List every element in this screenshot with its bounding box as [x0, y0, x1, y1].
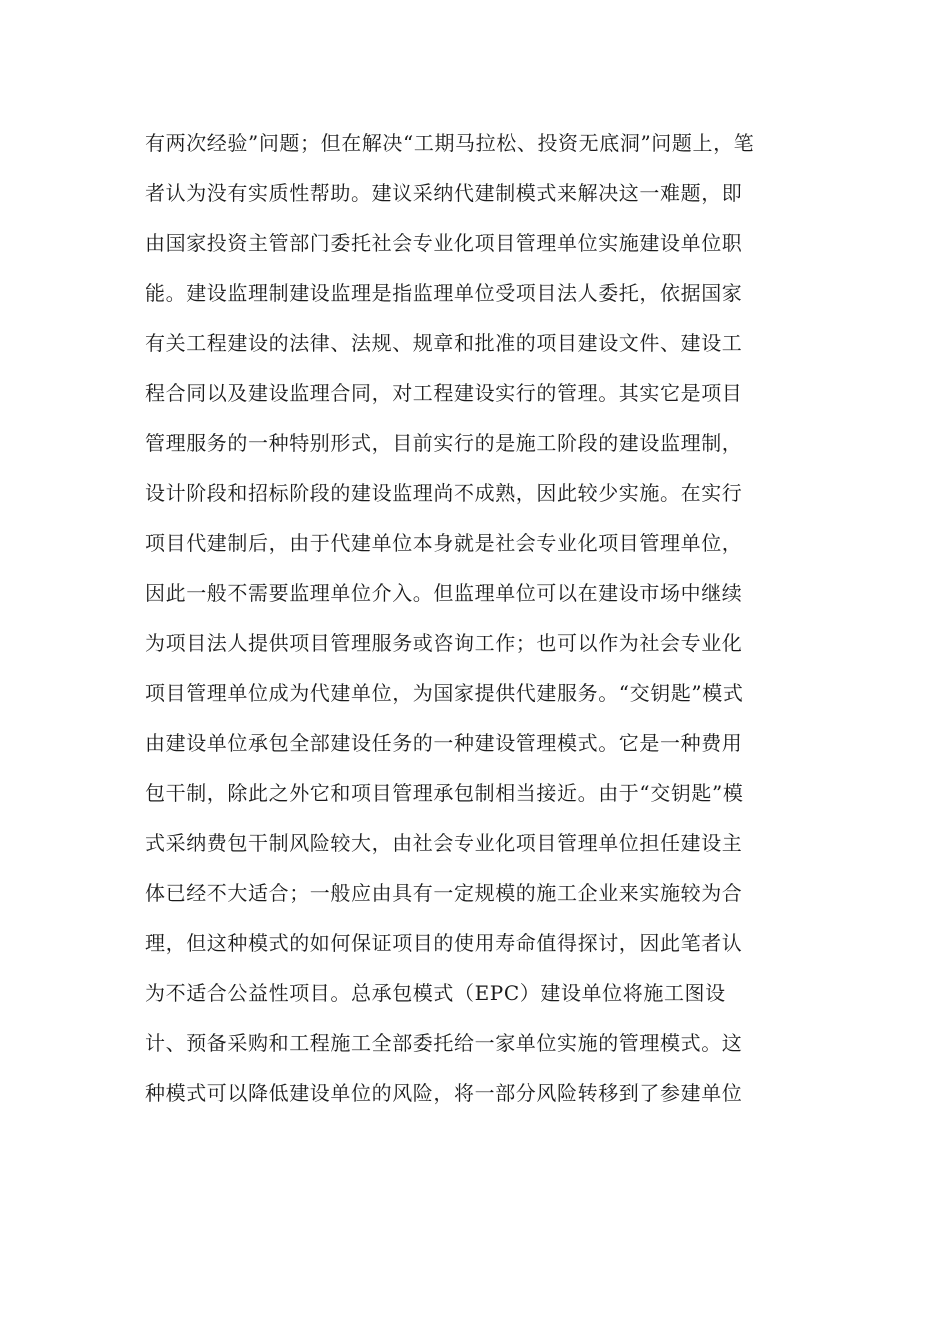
text-line: 有关工程建设的法律、法规、规章和批准的项目建设文件、建设工 — [145, 331, 743, 355]
text-line: 种模式可以降低建设单位的风险，将一部分风险转移到了参建单位 — [145, 1081, 743, 1105]
text-line: 项目管理单位成为代建单位，为国家提供代建服务。“交钥匙”模式 — [145, 681, 744, 705]
text-line: 计、预备采购和工程施工全部委托给一家单位实施的管理模式。这 — [145, 1031, 743, 1055]
text-line: 能。建设监理制建设监理是指监理单位受项目法人委托，依据国家 — [145, 281, 743, 305]
text-line: 为不适合公益性项目。总承包模式（EPC）建设单位将施工图设 — [145, 981, 726, 1005]
text-line: 包干制，除此之外它和项目管理承包制相当接近。由于“交钥匙”模 — [145, 781, 744, 805]
text-line: 因此一般不需要监理单位介入。但监理单位可以在建设市场中继续 — [145, 581, 743, 605]
text-line: 设计阶段和招标阶段的建设监理尚不成熟，因此较少实施。在实行 — [145, 481, 743, 505]
text-line: 为项目法人提供项目管理服务或咨询工作；也可以作为社会专业化 — [145, 631, 743, 655]
text-line: 式采纳费包干制风险较大，由社会专业化项目管理单位担任建设主 — [145, 831, 743, 855]
text-line: 理，但这种模式的如何保证项目的使用寿命值得探讨，因此笔者认 — [145, 931, 743, 955]
text-line: 有两次经验”问题；但在解决“工期马拉松、投资无底洞”问题上，笔 — [145, 131, 755, 155]
body-text — [145, 118, 805, 1118]
text-line: 程合同以及建设监理合同，对工程建设实行的管理。其实它是项目 — [145, 381, 743, 405]
text-line: 体已经不大适合；一般应由具有一定规模的施工企业来实施较为合 — [145, 881, 743, 905]
text-line: 由国家投资主管部门委托社会专业化项目管理单位实施建设单位职 — [145, 231, 743, 255]
text-line: 者认为没有实质性帮助。建议采纳代建制模式来解决这一难题，即 — [145, 181, 743, 205]
text-line: 项目代建制后，由于代建单位本身就是社会专业化项目管理单位， — [145, 531, 743, 555]
text-line: 由建设单位承包全部建设任务的一种建设管理模式。它是一种费用 — [145, 731, 743, 755]
text-line: 管理服务的一种特别形式，目前实行的是施工阶段的建设监理制， — [145, 431, 743, 455]
